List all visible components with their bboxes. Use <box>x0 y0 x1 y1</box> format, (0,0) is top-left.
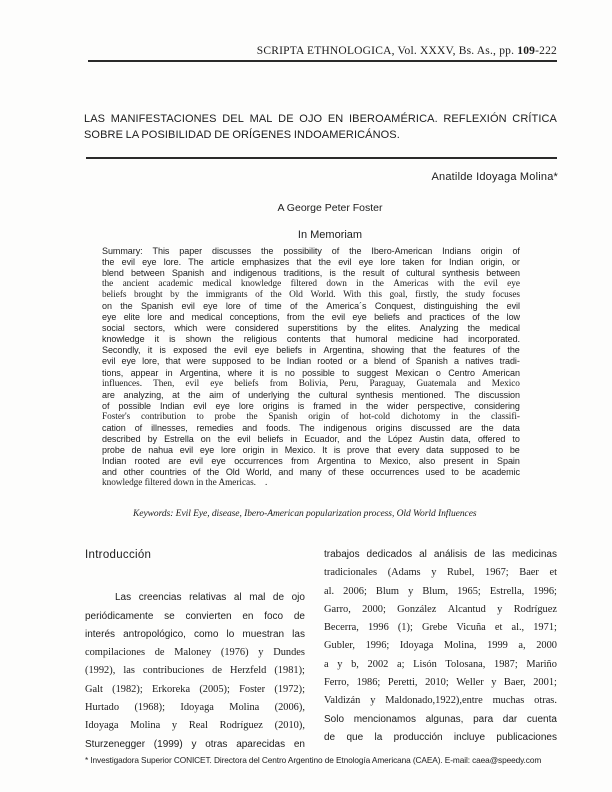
text-line: of possible Indian evil eye lore origins is framed in the wider perspective, considering <box>102 400 520 411</box>
text-line: beliefs brought by the immigrants of the Old World. With this goal, firstly, the study focuses <box>102 290 520 301</box>
text-line: on the Spanish evil eye lore of time of the America´s Conquest, distinguishing the evil <box>102 301 520 312</box>
page-number-end: -222 <box>535 45 557 57</box>
memoriam-heading: In Memoriam <box>297 229 363 241</box>
text-line: influences. Then, evil eye beliefs from Bolivia, Peru, Paraguay, Guatemala and Mexico <box>102 378 520 389</box>
text-line: Valdizán y Maldonado,1922),entre muchas otras. <box>324 695 557 707</box>
text-line: Las creencias relativas al mal de ojo <box>115 592 305 604</box>
section-heading-introduction: Introducción <box>85 549 152 561</box>
left-column-text <box>85 589 305 754</box>
text-line: the ancient academic medical knowledge filtered down in the Americas with the evil eye <box>102 279 520 290</box>
text-line: Galt (1982); Erkoreka (2005); Foster (1972); <box>85 683 305 695</box>
text-line: Secondly, it is exposed the evil eye beliefs in Argentina, showing that the features of the <box>102 345 520 356</box>
text-line: SOBRE LA POSIBILIDAD DE ORÍGENES INDOAMERICÁNOS. <box>84 128 400 141</box>
text-line: de que la producción incluye publicaciones <box>324 731 557 743</box>
text-line: eye elite lore and medical conceptions, from the evil eye beliefs and practices of the low <box>102 312 520 323</box>
text-line: cation of illnesses, remedies and foods. The indigenous origins discussed are the data <box>102 422 520 433</box>
text-line: Ferro, 1986; Peretti, 2010; Weller y Baer, 2001; <box>324 677 557 689</box>
keywords-line: Keywords: Evil Eye, disease, Ibero-American popularization process, Old World Influences <box>133 509 477 519</box>
text-line: a y b, 2002 a; Lisón Tolosana, 1987; Mariño <box>324 658 557 670</box>
author-byline: Anatilde Idoyaga Molina* <box>431 171 558 183</box>
header-rule <box>88 60 557 62</box>
text-line: Becerra, 1996 (1); Grebe Vicuña et al., 1971; <box>324 622 557 634</box>
text-line: Indian rooted are evil eye occurrences from Argentina to Mexico, also present in Spain <box>102 455 520 466</box>
text-line: periódicamente se convierten en foco de <box>85 610 305 622</box>
page-number-start: 109 <box>517 45 536 57</box>
journal-header <box>257 45 557 57</box>
text-line: evil eye lore, that were supposed to be Indian rooted or a blend of Spanish a natives tradi- <box>102 356 520 367</box>
text-line: social sectors, which were considered superstitions by the elites. Analyzing the medical <box>102 323 520 334</box>
left-column <box>85 546 305 754</box>
page-title <box>84 112 557 143</box>
right-column <box>324 546 557 754</box>
text-line: described by Estrella on the evil beliefs in Ecuador, and the López Austin data, offered to <box>102 433 520 444</box>
text-line: the evil eye lore. The article emphasizes that the evil eye lore taken for Indian origin, or <box>102 257 520 268</box>
text-line: Foster's contribution to probe the Spanish origin of hot-cold dichotomy in the classifi- <box>102 411 520 422</box>
text-line: and other countries of the Old World, and many of these occurrences used to be academic <box>102 466 520 477</box>
text-line: interés antropológico, como lo muestran las <box>85 628 305 640</box>
text-line: knowledge it is shown the religious contents that humoral medicine had incorporated. <box>102 334 520 345</box>
text-line: al. 2006; Blum y Blum, 1965; Estrella, 1996; <box>324 585 557 597</box>
text-line: Hurtado (1968); Idoyaga Molina (2006), <box>85 702 305 714</box>
text-line: trabajos dedicados al análisis de las medicinas <box>324 549 557 560</box>
body-columns <box>85 546 557 754</box>
text-line: Gubler, 1996; Idoyaga Molina, 1999 a, 2000 <box>324 640 557 652</box>
text-line: LAS MANIFESTACIONES DEL MAL DE OJO EN IBEROAMÉRICA. REFLEXIÓN CRÍTICA <box>84 113 557 125</box>
text-line: Idoyaga Molina y Real Rodríguez (2010), <box>85 720 305 732</box>
text-line: tradicionales (Adams y Rubel, 1967; Baer et <box>324 567 557 579</box>
text-line: Solo mencionamos algunas, para dar cuenta <box>324 713 557 725</box>
journal-header-text: SCRIPTA ETHNOLOGICA, Vol. XXXV, Bs. As., pp. <box>256 45 518 57</box>
text-line: Garro, 2000; González Alcantud y Rodríguez <box>324 603 557 615</box>
text-line: Summary: This paper discusses the possibility of the Ibero-American Indians origin of <box>102 246 520 256</box>
text-line: (1992), las contribuciones de Herzfeld (1981); <box>85 665 305 677</box>
text-line: compilaciones de Maloney (1976) y Dundes <box>85 647 305 659</box>
text-line: Sturzenegger (1999) y otras aparecidas en <box>85 738 305 750</box>
summary-block <box>102 246 520 489</box>
text-line: blend between Spanish and indigenous traditions, is the result of cultural synthesis between <box>102 268 520 279</box>
text-line: knowledge filtered down in the Americas. . <box>102 477 268 488</box>
text-line: tions, appear in Argentina, where it is no possible to suggest Mexican o Centro American <box>102 367 520 378</box>
footnote: * Investigadora Superior CONICET. Directora del Centro Argentino de Etnología Americana (CAEA). E-mail: caea@speedy.com <box>85 755 542 765</box>
dedication: A George Peter Foster <box>277 202 383 214</box>
text-line: probe de nahua evil eye lore origin in Mexico. It is prove that every data supposed to be <box>102 444 520 455</box>
text-line: are analyzing, at the aim of underlying the cultural synthesis mentioned. The discussion <box>102 389 520 400</box>
right-column-text <box>324 546 557 747</box>
title-rule <box>86 157 557 159</box>
